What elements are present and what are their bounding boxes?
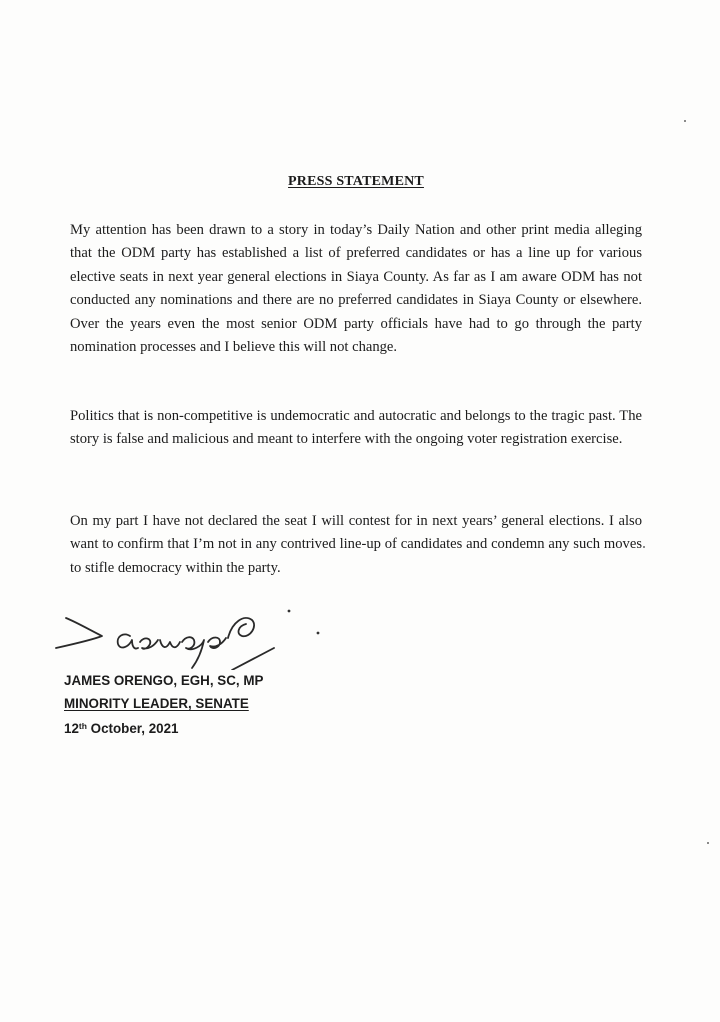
date-day: 12 [64,721,79,736]
signature-block [64,669,263,740]
paragraph-2: Politics that is non-competitive is undemocratic and autocratic and belongs to the tragic past. The story is false and malicious and meant to interfere with the ongoing voter registration exercise. [70,408,642,448]
handwritten-signature [52,600,332,670]
paper-speck [684,120,686,122]
signatory-position: MINORITY LEADER, SENATE [64,696,249,711]
date-month-year: October, 2021 [86,721,179,736]
statement-date [64,715,263,740]
document-title-text: PRESS STATEMENT [288,174,424,189]
document-title [0,174,712,190]
date-suffix: th [78,721,87,731]
paragraph-3: On my part I have not declared the seat I will contest for in next years’ general elections. I also want to confirm that I’m not in any contrived line-up of candidates and condemn any such moves to stifle democracy within the party. [70,513,642,576]
paper-speck [707,842,709,844]
paragraph-1: My attention has been drawn to a story in today’s Daily Nation and other print media alleging that the ODM party has established a list of preferred candidates or has a line up for various elective seats in next year general elections in Siaya County. As far as I am aware ODM has not conducted any nominations and there are no preferred candidates in Siaya County or elsewhere. Over the years even the most senior ODM party officials have had to go through the party nomination processes and I believe this will not change. [70,222,642,356]
paper-speck [643,546,645,548]
signatory-name: JAMES ORENGO, EGH, SC, MP [64,673,264,688]
